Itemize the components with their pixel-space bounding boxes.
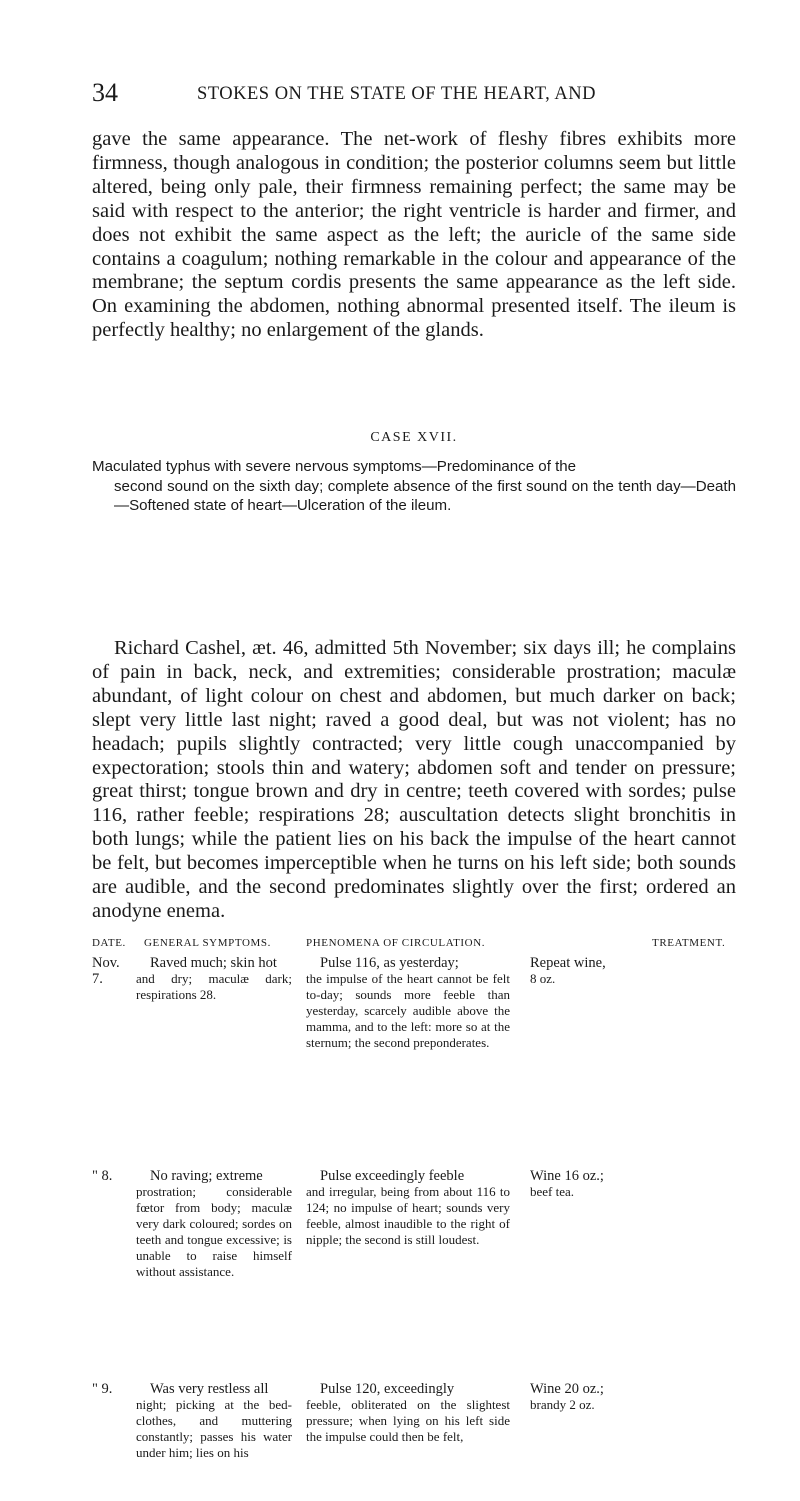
row-treatment-first: Repeat wine,: [530, 955, 606, 971]
row-circulation-first: Pulse 120, exceedingly: [320, 1381, 455, 1397]
case-summary-rest: second sound on the sixth day; complete absence of the first sound on the tenth day—Death—Softened state of heart—Ulceration of the ileum.: [114, 477, 736, 514]
header-symptoms: GENERAL SYMPTOMS.: [144, 937, 271, 949]
running-head: [92, 78, 734, 108]
row-treatment: [530, 1381, 736, 1413]
header-circulation: PHENOMENA OF CIRCULATION.: [306, 937, 486, 949]
row-symptoms: [136, 955, 292, 1003]
table-row: [92, 1381, 736, 1501]
row-symptoms-rest: night; picking at the bed-clothes, and muttering constantly; passes his water under him; lies on his: [136, 1397, 292, 1461]
row-date: Nov. 7.: [92, 955, 120, 988]
row-treatment-rest: 8 oz.: [530, 971, 556, 986]
row-date: " 8.: [92, 1168, 113, 1184]
clinical-table: [92, 935, 736, 1501]
header-treatment: TREATMENT.: [652, 937, 726, 949]
row-symptoms-first: Raved much; skin hot: [150, 955, 277, 971]
row-circulation-rest: feeble, obliterated on the slightest pressure; when lying on his left side the impulse could then be felt,: [306, 1397, 510, 1445]
table-row: [92, 1168, 736, 1374]
row-symptoms-first: No raving; extreme: [150, 1168, 263, 1184]
row-circulation-first: Pulse exceedingly feeble: [320, 1168, 465, 1184]
row-circulation-rest: and irregular, being from about 116 to 124; no impulse of heart; sounds very feeble, almost inaudible to the right of nipple; the second is still loudest.: [306, 1184, 510, 1248]
row-symptoms-rest: and dry; maculæ dark; respirations 28.: [136, 971, 292, 1003]
case-summary-line-1: Maculated typhus with severe nervous symptoms—Predominance of the: [92, 458, 577, 475]
case-heading: CASE XVII.: [370, 430, 458, 445]
row-treatment-first: Wine 16 oz.;: [530, 1168, 604, 1184]
running-title: STOKES ON THE STATE OF THE HEART, AND: [197, 84, 596, 104]
row-treatment: [530, 955, 736, 987]
row-treatment-rest: beef tea.: [530, 1184, 575, 1199]
row-circulation-first: Pulse 116, as yesterday;: [320, 955, 459, 971]
row-circulation: [306, 955, 510, 1051]
row-treatment: [530, 1168, 736, 1200]
page-number: 34: [92, 78, 118, 107]
case-summary: [92, 457, 736, 516]
row-symptoms-first: Was very restless all: [150, 1381, 269, 1397]
row-symptoms: [136, 1381, 292, 1461]
header-date: DATE.: [92, 937, 126, 949]
table-row: [92, 955, 736, 1157]
intro-paragraph: gave the same appearance. The net-work of fleshy fibres exhibits more firmness, though analogous in condition; the posterior columns seem but little altered, being only pale, their firmness remaining perfect; the same may be said with respect to the anterior; the right ventricle is harder and firmer, and does not exhibit the same aspect as the left; the auricle of the same side contains a coagulum; nothing remarkable in the colour and appearance of the membrane; the septum cordis presents the same appearance as the left side. On examining the abdomen, nothing abnormal presented itself. The ileum is perfectly healthy; no enlargement of the glands.: [92, 128, 736, 342]
row-symptoms: [136, 1168, 292, 1281]
row-treatment-first: Wine 20 oz.;: [530, 1381, 604, 1397]
row-circulation-rest: the impulse of the heart cannot be felt to-day; sounds more feeble than yesterday, scarcely audible above the mamma, and to the left: more so at the sternum; the second preponderates.: [306, 971, 510, 1051]
table-header: [92, 935, 736, 955]
row-circulation: [306, 1168, 510, 1248]
row-treatment-rest: brandy 2 oz.: [530, 1397, 595, 1412]
case-narrative: Richard Cashel, æt. 46, admitted 5th November; six days ill; he complains of pain in back, neck, and extremities; considerable prostration; maculæ abundant, of light colour on chest and abdomen, but much darker on back; slept very little last night; raved a good deal, but was not violent; has no headach; pupils slightly contracted; very little cough unaccompanied by expectoration; stools thin and watery; abdomen soft and tender on pressure; great thirst; tongue brown and dry in centre; teeth covered with sordes; pulse 116, rather feeble; respirations 28; auscultation detects slight bronchitis in both lungs; while the patient lies on his back the impulse of the heart cannot be felt, but becomes imperceptible when he turns on his left side; both sounds are audible, and the second predominates slightly over the first; ordered an anodyne enema.: [92, 637, 736, 922]
row-circulation: [306, 1381, 510, 1445]
row-symptoms-rest: prostration; considerable fœtor from body; maculæ very dark coloured; sordes on teeth and tongue excessive; is unable to raise himself without assistance.: [136, 1184, 292, 1280]
row-date: " 9.: [92, 1381, 113, 1397]
